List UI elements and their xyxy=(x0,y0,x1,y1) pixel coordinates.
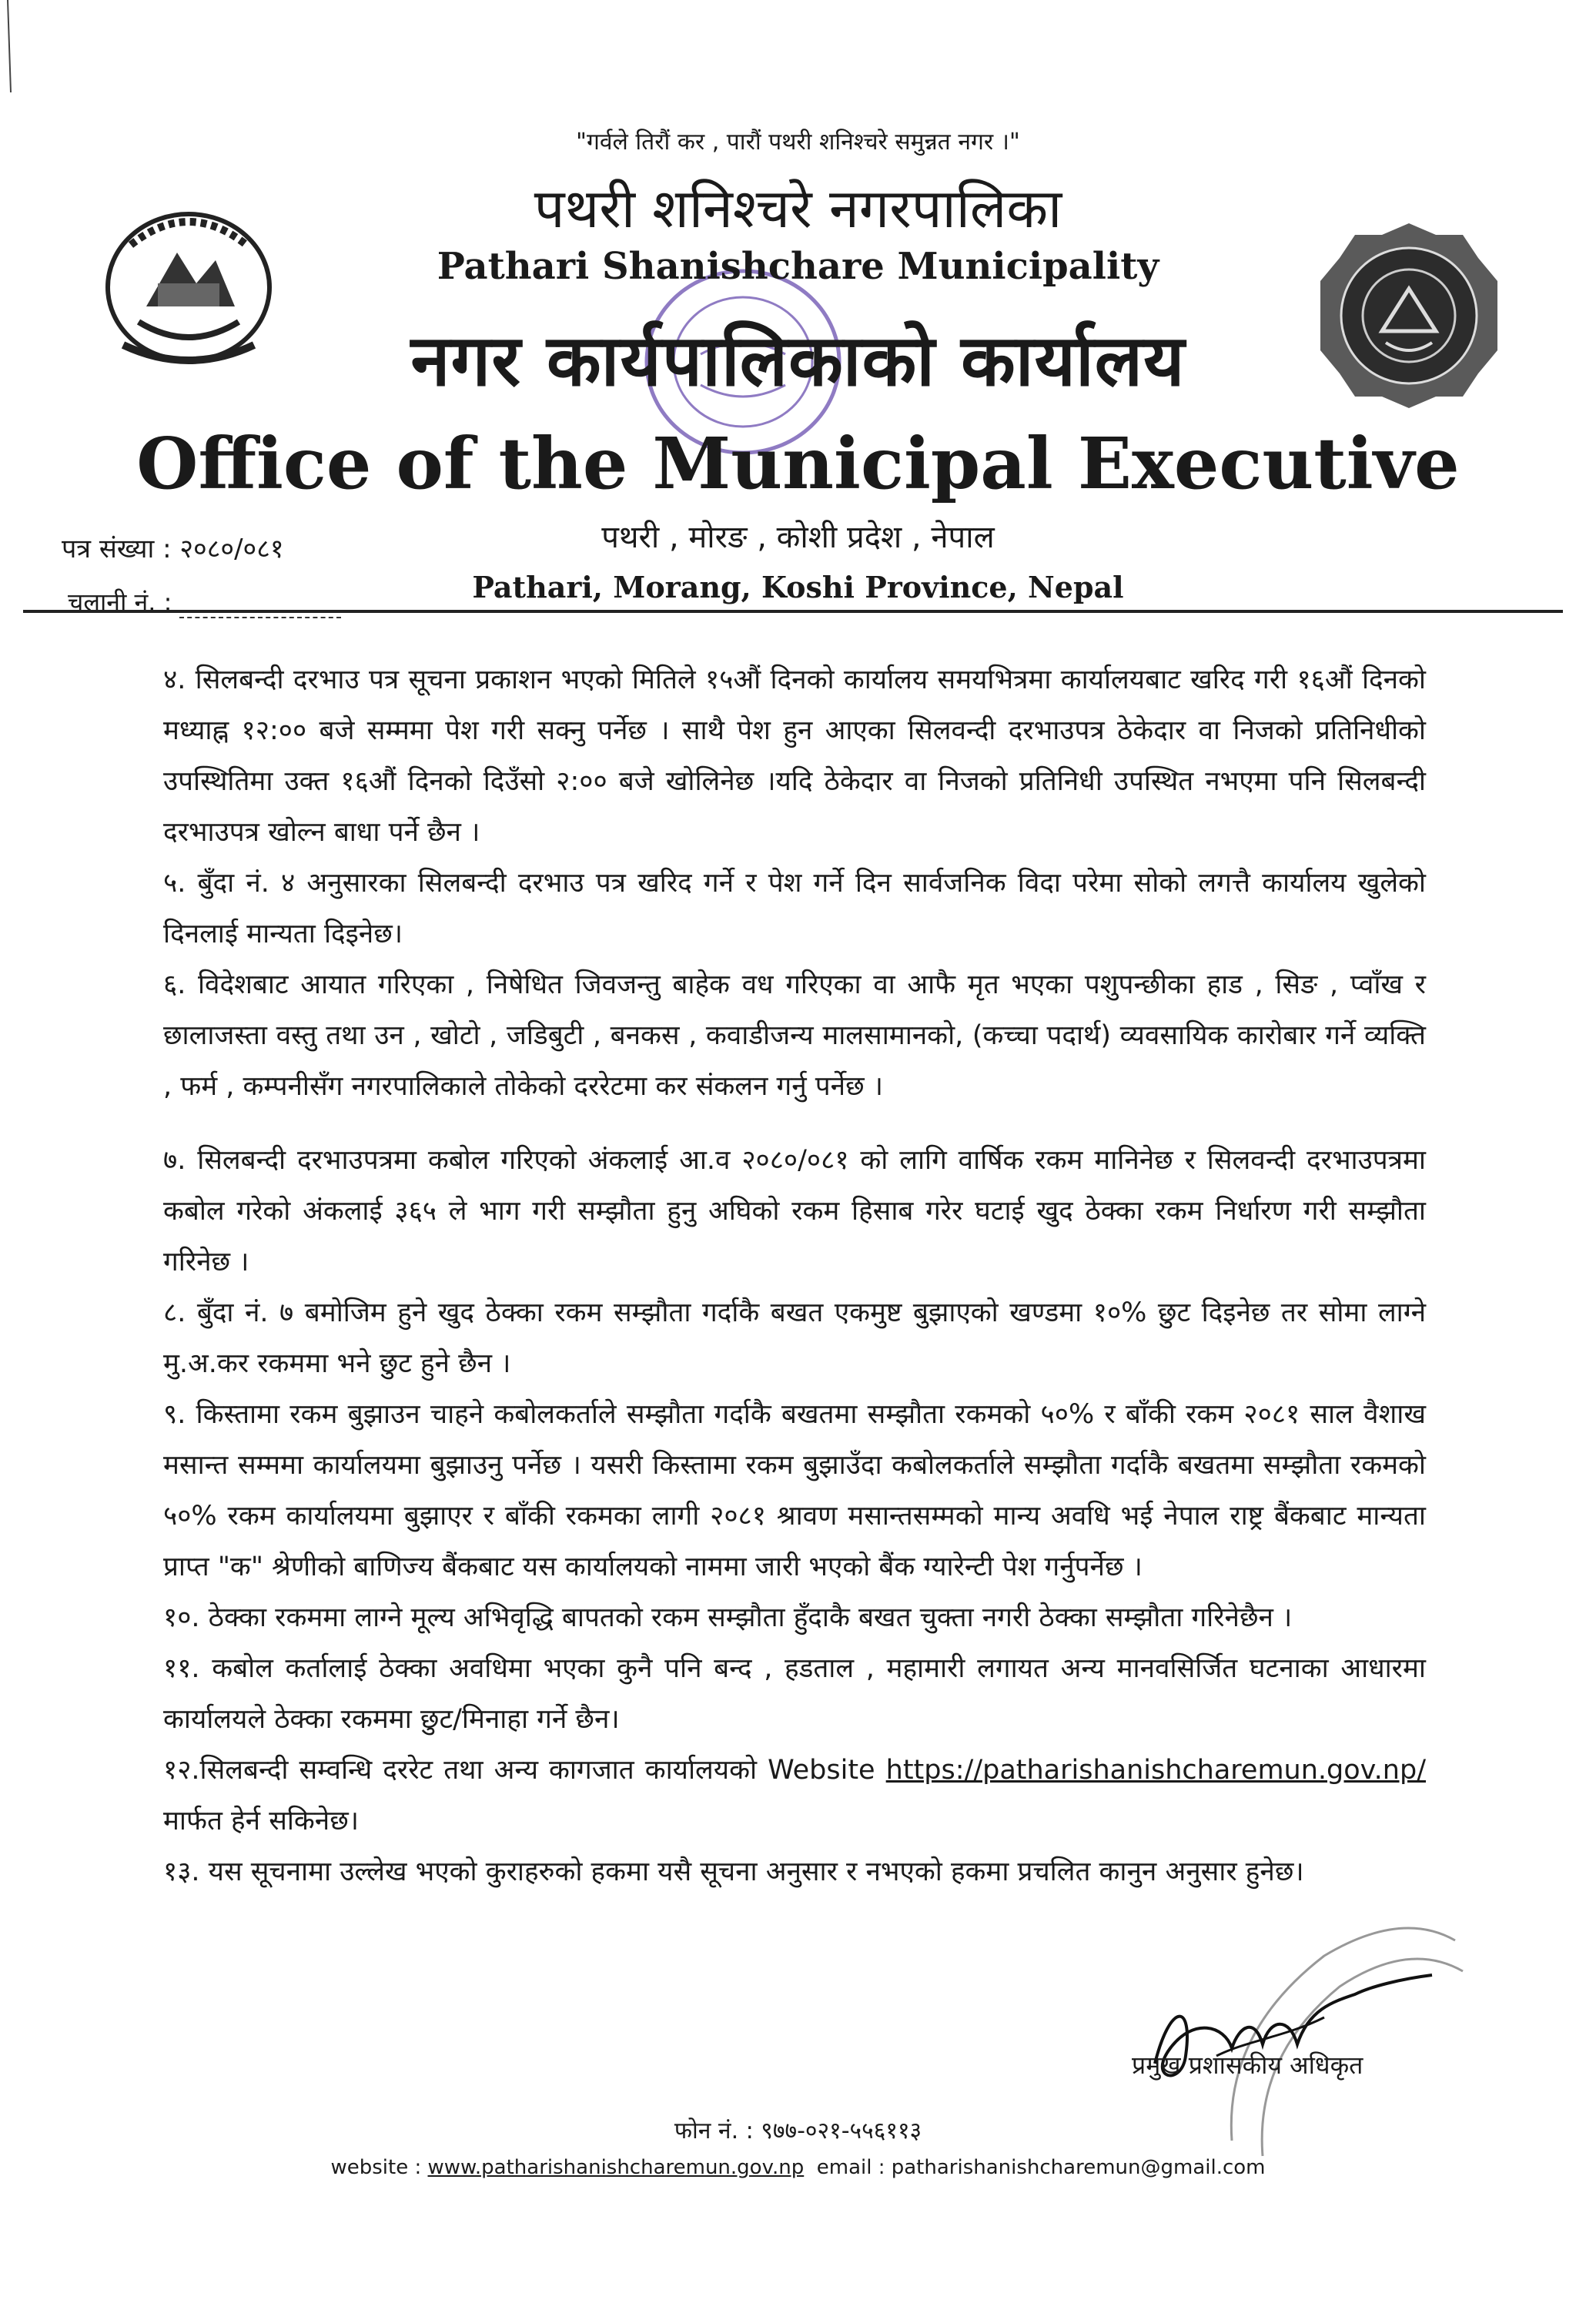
dispatch-number-label: चलानी नं. : xyxy=(68,588,172,617)
clause-10: १०. ठेक्का रकममा लाग्ने मूल्य अभिवृद्धि बापतको रकम सम्झौता हुँदाकै बखत चुक्ता नगरी ठेक्का सम्झौता गरिनेछैन । xyxy=(163,1602,1293,1633)
notice-body xyxy=(163,654,1426,1897)
footer-phone: फोन नं. : ९७७-०२१-५५६११३ xyxy=(674,2118,922,2144)
office-name-np: नगर कार्यपालिकाको कार्यालय xyxy=(410,320,1186,402)
clause-12-text: १२.सिलबन्दी सम्वन्धि दररेट तथा अन्य कागजात कार्यालयको Website xyxy=(163,1755,875,1786)
footer-email[interactable]: patharishanishcharemun@gmail.com xyxy=(891,2156,1266,2179)
signatory-title: प्रमुख प्रशासकीय अधिकृत xyxy=(1132,2051,1363,2080)
address-np: पथरी , मोरङ , कोशी प्रदेश , नेपाल xyxy=(601,520,995,555)
clause-13: १३. यस सूचनामा उल्लेख भएको कुराहरुको हकमा यसै सूचना अनुसार र नभएको हकमा प्रचलित कानुन अनुसार हुनेछ। xyxy=(163,1856,1304,1887)
footer-website-link[interactable]: www.patharishanishcharemun.gov.np xyxy=(427,2156,805,2179)
website-link[interactable]: https://patharishanishcharemun.gov.np/ xyxy=(885,1755,1426,1786)
municipality-name-np: पथरी शनिश्चरे नगरपालिका xyxy=(534,177,1062,240)
office-name-en: Office of the Municipal Executive xyxy=(136,422,1460,505)
clause-4: ४. सिलबन्दी दरभाउ पत्र सूचना प्रकाशन भएको मितिले १५औं दिनको कार्यालय समयभित्रमा कार्यालयबाट खरिद गरी १६औं दिनको मध्याह्न १२:०० बजे सम्ममा पेश गरी सक्नु पर्नेछ । साथै पेश हुन आएका सिलवन्दी दरभाउपत्र ठेकेदार वा निजको प्रतिनिधीको उपस्थितिमा उक्त १६औं दिनको दिउँसो २:०० बजे खोलिनेछ ।यदि ठेकेदार वा निजको प्रतिनिधी उपस्थित नभएमा पनि सिलबन्दी दरभाउपत्र खोल्न बाधा पर्ने छैन । xyxy=(163,665,1426,848)
clause-8: ८. बुँदा नं. ७ बमोजिम हुने खुद ठेक्का रकम सम्झौता गर्दाकै बखत एकमुष्ट बुझाएको खण्डमा १०% छुट दिइनेछ तर सोमा लाग्ने मु.अ.कर रकममा भने छुट हुने छैन । xyxy=(163,1297,1426,1379)
clause-11: ११. कबोल कर्तालाई ठेक्का अवधिमा भएका कुनै पनि बन्द , हडताल , महामारी लगायत अन्य मानवसिर्जित घटनाका आधारमा कार्यालयले ठेक्का रकममा छुट/मिनाहा गर्ने छैन। xyxy=(163,1653,1426,1735)
clause-9: ९. किस्तामा रकम बुझाउन चाहने कबोलकर्ताले सम्झौता गर्दाकै बखतमा सम्झौता रकमको ५०% र बाँकी रकम २०८१ साल वैशाख मसान्त सम्ममा कार्यालयमा बुझाउनु पर्नेछ । यसरी किस्तामा रकम बुझाउँदा कबोलकर्ताले सम्झौता गर्दाकै बखतमा सम्झौता रकमको ५०% रकम कार्यालयमा बुझाएर र बाँकी रकमका लागी २०८१ श्रावण मसान्तसम्मको मान्य अवधि भई नेपाल राष्ट्र बैंकबाट मान्यता प्राप्त "क" श्रेणीको बाणिज्य बैंकबाट यस कार्यालयको नाममा जारी भएको बैंक ग्यारेन्टी पेश गर्नुपर्नेछ । xyxy=(163,1399,1426,1582)
signature-icon xyxy=(1124,1971,1447,2110)
municipality-name-en: Pathari Shanishchare Municipality xyxy=(437,245,1159,288)
address-en: Pathari, Morang, Koshi Province, Nepal xyxy=(472,570,1124,604)
clause-5: ५. बुँदा नं. ४ अनुसारका सिलबन्दी दरभाउ पत्र खरिद गर्ने र पेश गर्ने दिन सार्वजनिक विदा परेमा सोको लगत्तै कार्यालय खुलेको दिनलाई मान्यता दिइनेछ। xyxy=(163,868,1426,949)
header-divider xyxy=(23,610,1563,613)
slogan: "गर्वले तिरौं कर , पारौं पथरी शनिश्चरे समुन्नत नगर ।" xyxy=(576,129,1020,156)
clause-6: ६. विदेशबाट आयात गरिएका , निषेधित जिवजन्तु बाहेक वध गरिएका वा आफै मृत भएका पशुपन्छीका हाड , सिङ , प्वाँख र छालाजस्ता वस्तु तथा उन , खोटो , जडिबुटी , बनकस , कवाडीजन्य मालसामानको, (कच्चा पदार्थ) व्यवसायिक कारोबार गर्ने व्यक्ति , फर्म , कम्पनीसँग नगरपालिकाले तोकेको दररेटमा कर संकलन गर्नु पर्नेछ । xyxy=(163,969,1426,1102)
footer-contact xyxy=(0,2156,1596,2179)
dispatch-number xyxy=(68,585,341,618)
website-label: website : xyxy=(330,2156,422,2179)
clause-7: ७. सिलबन्दी दरभाउपत्रमा कबोल गरिएको अंकलाई आ.व २०८०/०८१ को लागि वार्षिक रकम मानिनेछ र सिलवन्दी दरभाउपत्रमा कबोल गरेको अंकलाई ३६५ ले भाग गरी सम्झौता हुनु अघिको रकम हिसाब गरेर घटाई खुद ठेक्का रकम निर्धारण गरी सम्झौता गरिनेछ । xyxy=(163,1145,1426,1277)
clause-12 xyxy=(163,1745,1426,1846)
email-label: email : xyxy=(816,2156,885,2179)
clause-12-end: मार्फत हेर्न सकिनेछ। xyxy=(163,1806,360,1836)
reference-number: पत्र संख्या : २०८०/०८१ xyxy=(62,534,284,564)
